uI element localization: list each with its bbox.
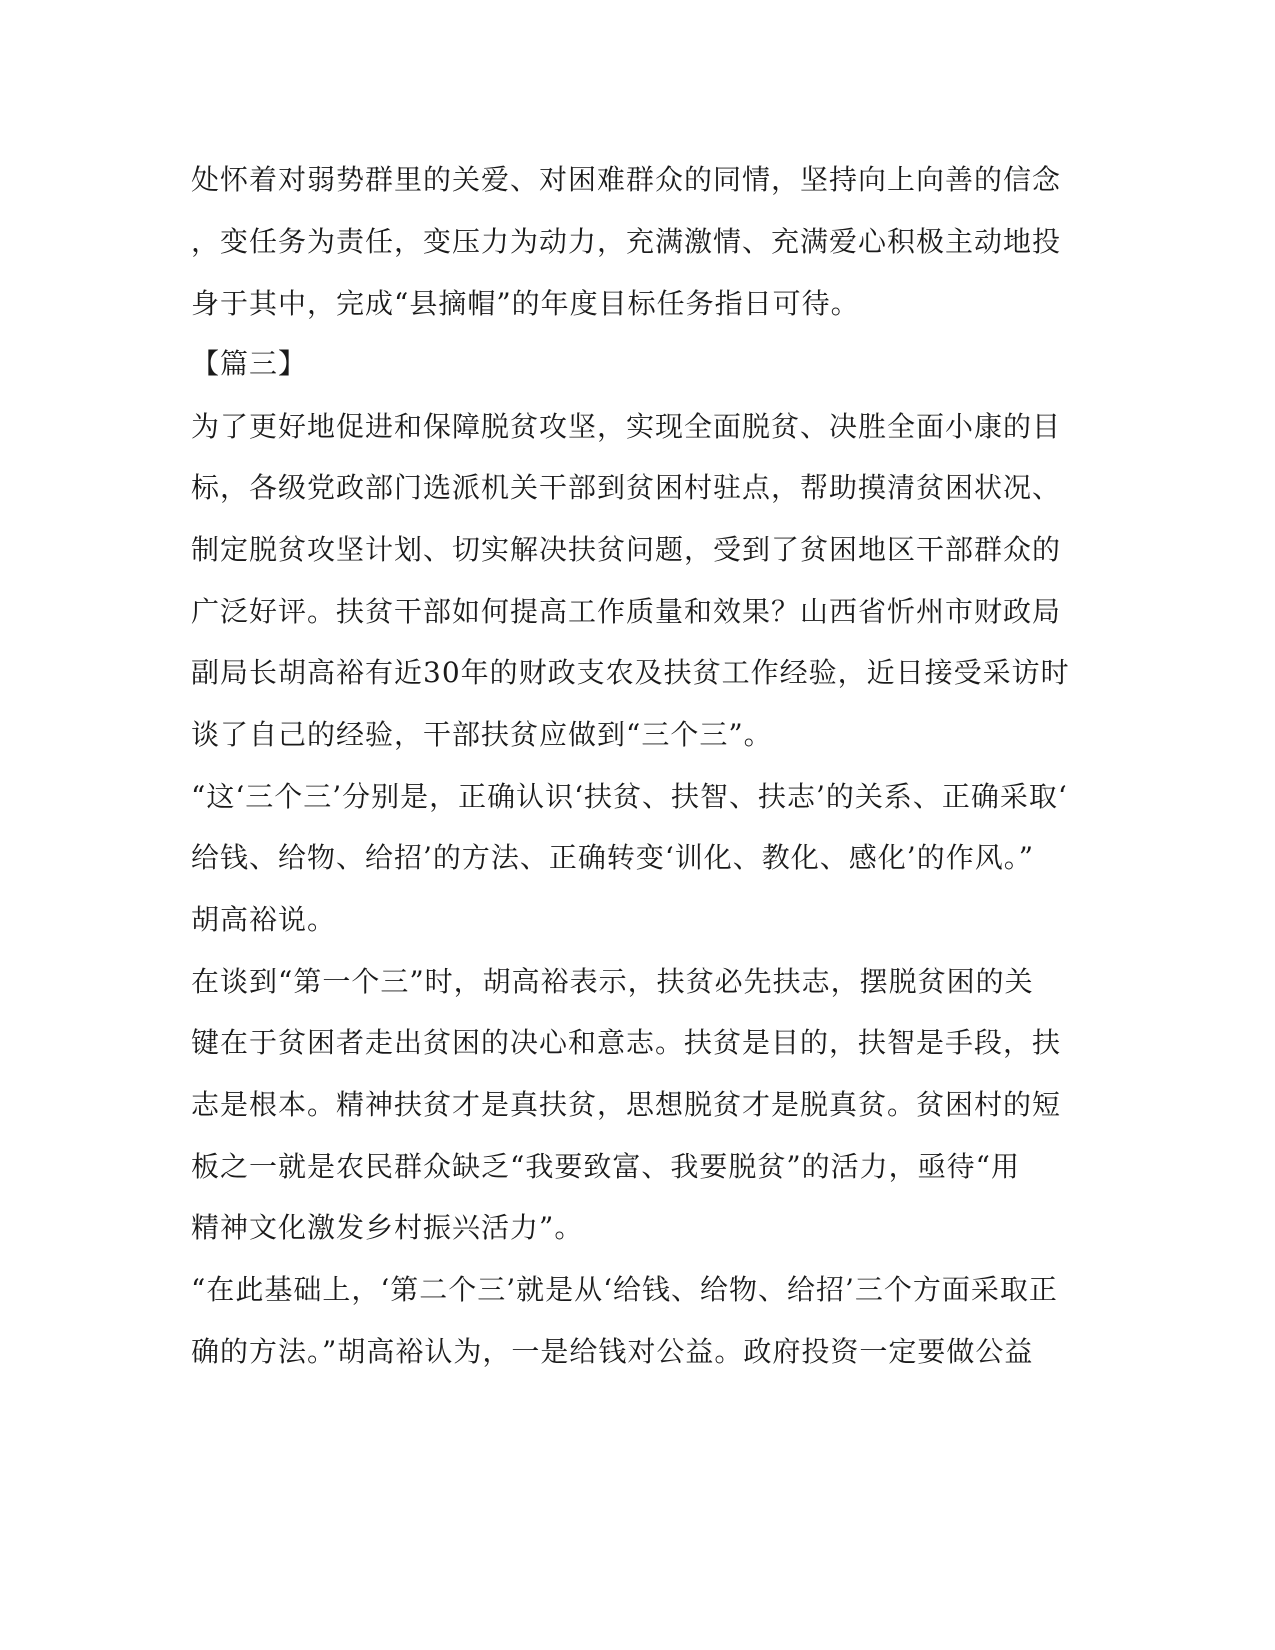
text-line: 板之一就是农民群众缺乏“我要致富、我要脱贫”的活力，亟待“用	[191, 1150, 1020, 1183]
text-line: 精神文化激发乡村振兴活力”。	[191, 1211, 584, 1244]
text-line: 制定脱贫攻坚计划、切实解决扶贫问题，受到了贫困地区干部群众的	[191, 533, 1062, 566]
text-line: 广泛好评。扶贫干部如何提高工作质量和效果？山西省忻州市财政局	[191, 595, 1062, 628]
section-heading: 【篇三】	[191, 347, 308, 380]
text-line: 志是根本。精神扶贫才是真扶贫，思想脱贫才是脱真贫。贫困村的短	[191, 1088, 1062, 1121]
text-line: 身于其中，完成“县摘帽”的年度目标任务指日可待。	[191, 287, 860, 320]
text-line: ，变任务为责任，变压力为动力，充满激情、充满爱心积极主动地投	[191, 225, 1062, 258]
text-line: 胡高裕说。	[191, 903, 337, 936]
text-line: 在谈到“第一个三”时，胡高裕表示，扶贫必先扶志，摆脱贫困的关	[191, 965, 1034, 998]
text-line: “在此基础上，‘第二个三’就是从‘给钱、给物、给招’三个方面采取正	[191, 1273, 1058, 1306]
text-line: “这‘三个三’分别是，正确认识‘扶贫、扶智、扶志’的关系、正确采取‘	[191, 780, 1068, 813]
text-line: 副局长胡高裕有近30年的财政支农及扶贫工作经验，近日接受采访时	[191, 656, 1070, 689]
text-line: 谈了自己的经验，干部扶贫应做到“三个三”。	[191, 718, 773, 751]
text-line: 确的方法。”胡高裕认为，一是给钱对公益。政府投资一定要做公益	[191, 1335, 1034, 1368]
text-line: 标，各级党政部门选派机关干部到贫困村驻点，帮助摸清贫困状况、	[191, 471, 1062, 504]
text-line: 给钱、给物、给招’的方法、正确转变‘训化、教化、感化’的作风。”	[191, 841, 1035, 874]
text-line: 键在于贫困者走出贫困的决心和意志。扶贫是目的，扶智是手段，扶	[191, 1026, 1062, 1059]
text-line: 为了更好地促进和保障脱贫攻坚，实现全面脱贫、决胜全面小康的目	[191, 410, 1062, 443]
text-line: 处怀着对弱势群里的关爱、对困难群众的同情，坚持向上向善的信念	[191, 163, 1062, 196]
